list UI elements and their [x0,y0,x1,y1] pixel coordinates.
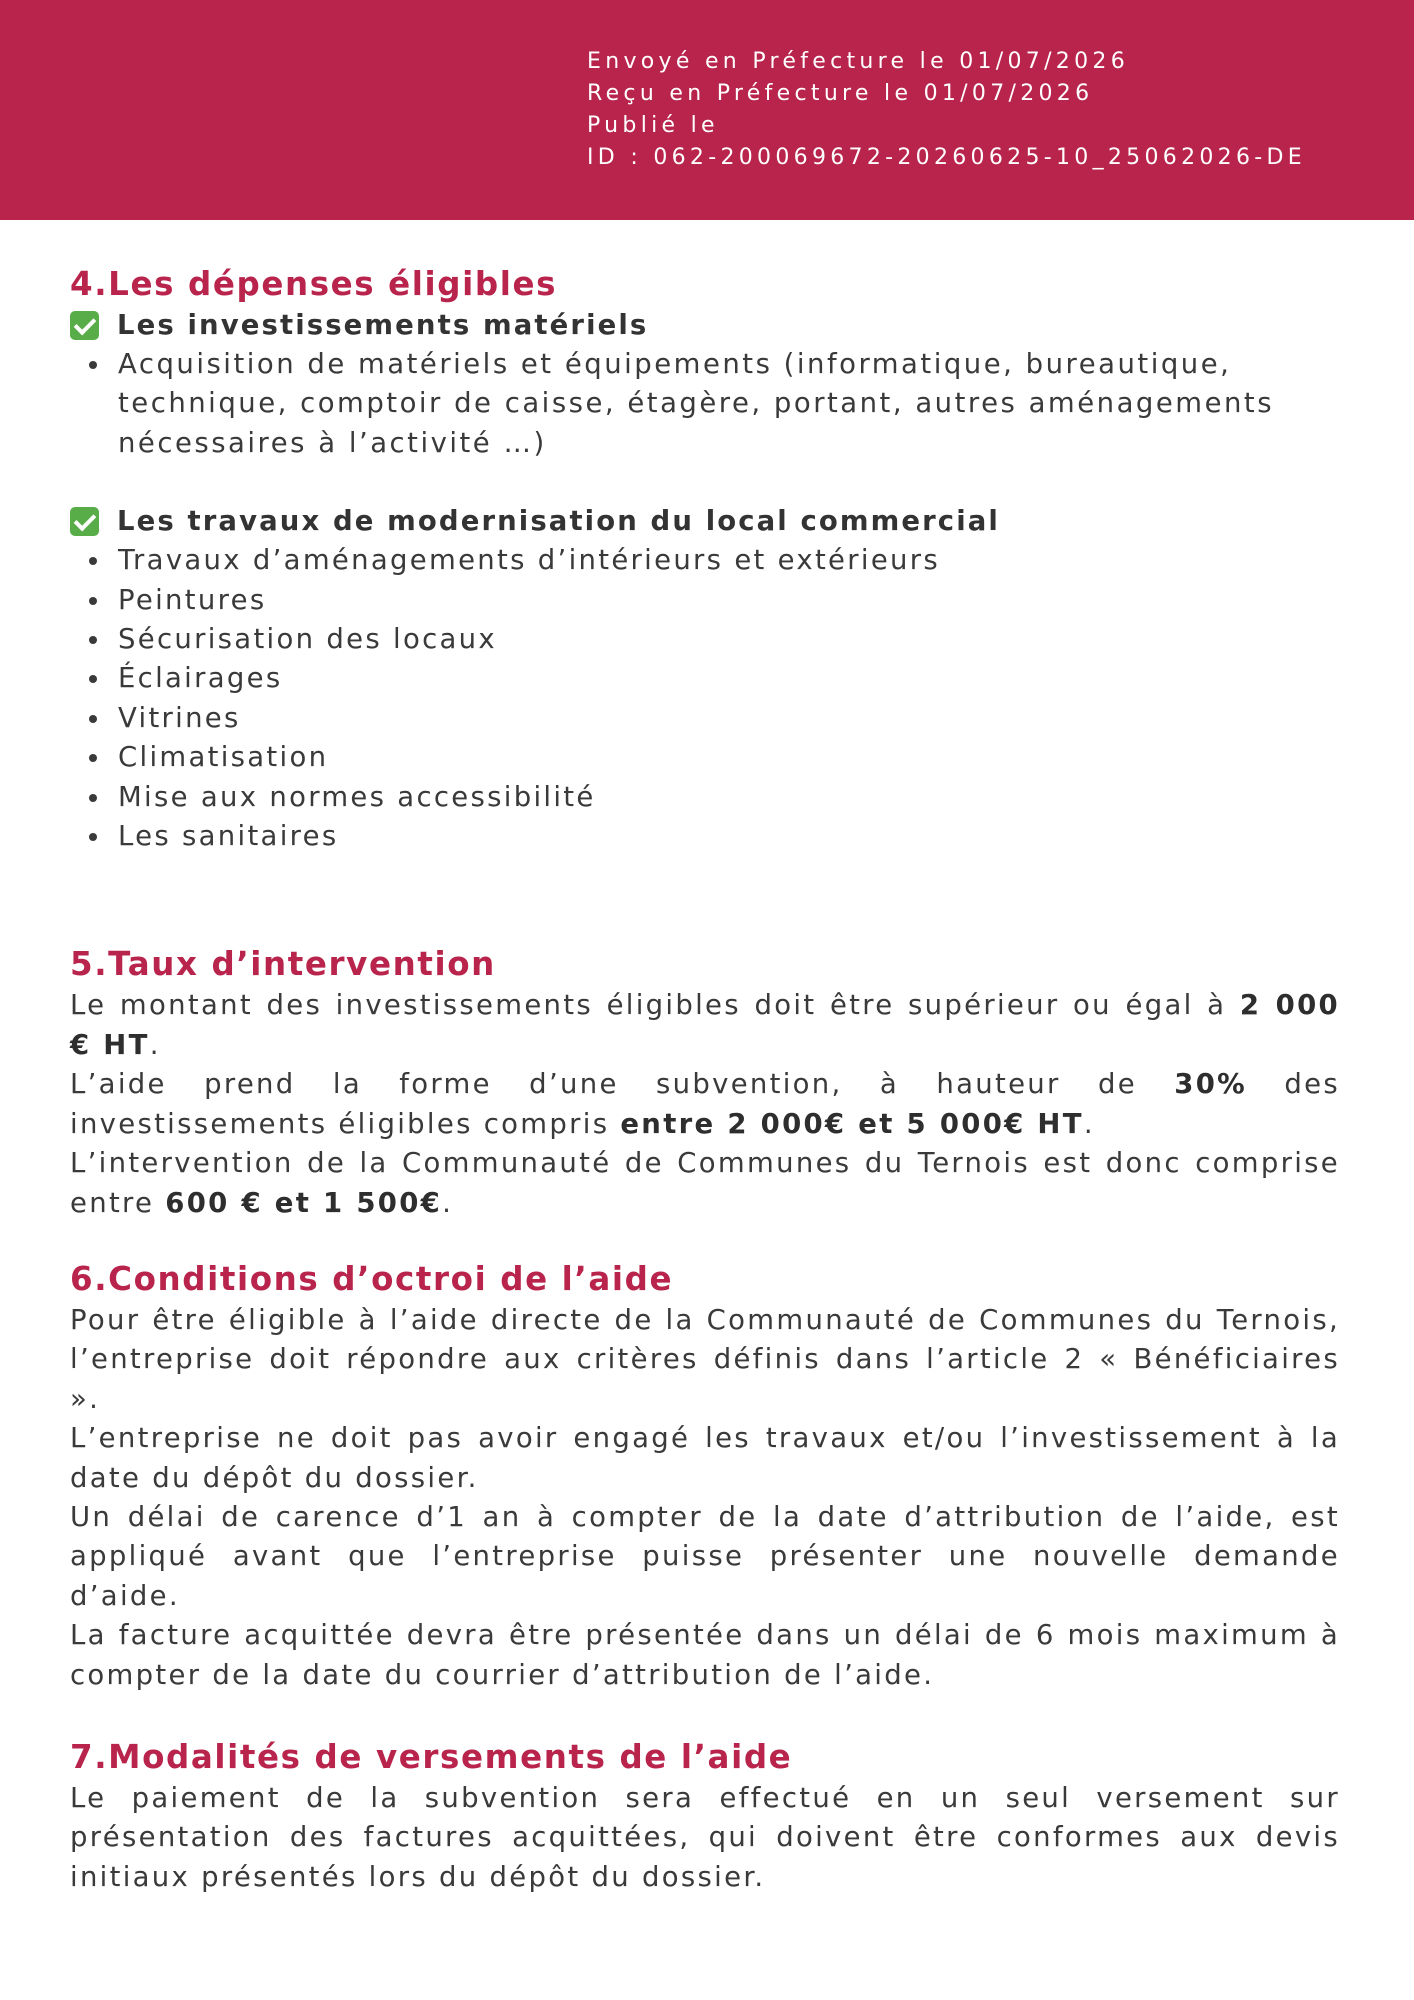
list-item: Éclairages [70,659,1340,698]
section-6-title: 6.Conditions d’octroi de l’aide [70,1259,674,1298]
subheading-label: Les travaux de modernisation du local commercial [117,505,1000,538]
list-item: Sécurisation des locaux [70,620,1340,659]
stamp-sent: Envoyé en Préfecture le 01/07/2026 [587,49,1129,74]
bold-text: 2 000 € HT [70,989,1340,1061]
list-item: Peintures [70,581,1340,620]
subheading-label: Les investissements matériels [117,308,649,341]
check-icon [70,311,99,340]
paragraph [70,1144,1340,1223]
text: Le montant des investissements éligibles doit être supérieur ou égal à [70,989,1240,1022]
stamp-received: Reçu en Préfecture le 01/07/2026 [587,81,1094,106]
section-5-title: 5.Taux d’intervention [70,945,496,984]
subheading-modernisation-works [70,502,1340,541]
text: . [149,1028,161,1061]
section-7-title: 7.Modalités de versements de l’aide [70,1737,793,1776]
paragraph: Le paiement de la subvention sera effectué en un seul versement sur présentation des factures acquittées, qui doivent être conformes aux devis initiaux présentés lors du dépôt du dossier. [70,1781,1340,1893]
material-investments-list [70,345,1340,463]
section-4-title: 4.Les dépenses éligibles [70,265,558,303]
text: L’aide prend la forme d’une subvention, à hauteur de [70,1068,1175,1101]
subheading-material-investments [70,306,1340,345]
list-item: Travaux d’aménagements d’intérieurs et extérieurs [70,541,1340,580]
list-item: Vitrines [70,699,1340,738]
text: . [1083,1107,1095,1140]
paragraph: L’entreprise ne doit pas avoir engagé les travaux et/ou l’investissement à la date du dépôt du dossier. [70,1422,1340,1494]
list-item: Les sanitaires [70,817,1340,856]
paragraph: La facture acquittée devra être présentée dans un délai de 6 mois maximum à compter de la date du courrier d’attribution de l’aide. [70,1619,1340,1691]
stamp-published: Publié le [587,113,719,138]
list-item: Mise aux normes accessibilité [70,778,1340,817]
prefecture-stamp [587,46,1306,174]
paragraph [70,1065,1340,1144]
modernisation-works-list [70,541,1340,856]
check-icon [70,507,99,536]
bold-text: entre 2 000€ et 5 000€ HT [620,1107,1084,1140]
document-body [70,262,1340,1897]
text: . [442,1186,454,1219]
paragraph: Pour être éligible à l’aide directe de la Communauté de Communes du Ternois, l’entreprise doit répondre aux critères définis dans l’article 2 « Bénéficiaires ». [70,1303,1340,1415]
stamp-id: ID : 062-200069672-20260625-10_25062026-DE [587,145,1306,170]
paragraph: Un délai de carence d’1 an à compter de la date d’attribution de l’aide, est appliqué avant que l’entreprise puisse présenter une nouvelle demande d’aide. [70,1500,1340,1612]
text: L’intervention de la Communauté de Communes du Ternois est donc comprise entre [70,1147,1340,1219]
header-band [0,0,1414,220]
list-item: Climatisation [70,738,1340,777]
list-item: Acquisition de matériels et équipements (informatique, bureautique, technique, comptoir de caisse, étagère, portant, autres aménagements nécessaires à l’activité …) [70,345,1340,463]
paragraph [70,986,1340,1065]
bold-text: 600 € et 1 500€ [165,1186,443,1219]
bold-text: 30% [1174,1068,1248,1101]
text: des investissements éligibles compris [70,1068,1340,1140]
